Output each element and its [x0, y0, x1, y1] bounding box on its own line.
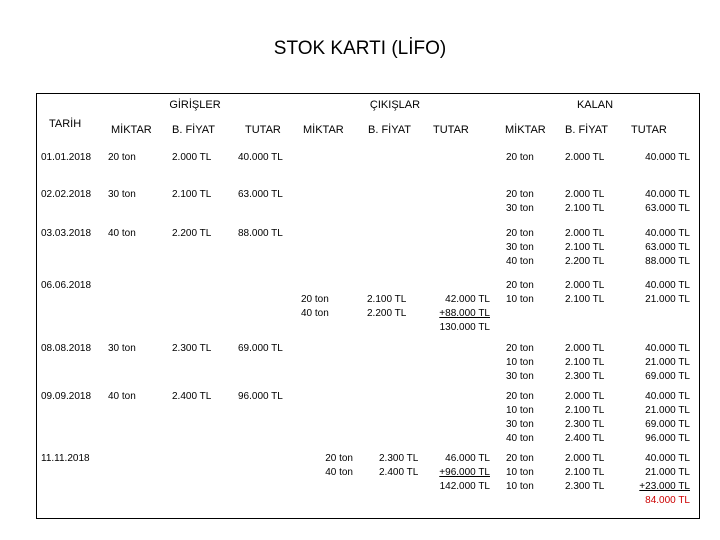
bal-total: 40.000 TL 21.000 TL 69.000 TL — [645, 343, 690, 382]
out-qty: 20 ton 40 ton — [301, 294, 329, 319]
bal-price: 2.000 TL 2.100 TL 2.300 TL — [565, 343, 605, 382]
out-qty: 20 ton 40 ton — [325, 453, 353, 478]
header-in-miktar: MİKTAR — [111, 124, 152, 136]
bal-total: 40.000 TL 21.000 TL 69.000 TL 96.000 TL — [645, 391, 690, 444]
in-price: 2.300 TL — [172, 343, 212, 354]
out-total-sum: 130.000 TL — [439, 322, 490, 333]
row-date: 01.01.2018 — [41, 152, 92, 163]
bal-total: 40.000 TL 63.000 TL — [645, 189, 690, 214]
in-qty: 40 ton — [108, 391, 136, 402]
bal-qty: 20 ton 30 ton — [506, 189, 534, 214]
row-date: 11.11.2018 — [41, 453, 90, 464]
in-total: 96.000 TL — [238, 391, 283, 402]
in-price: 2.200 TL — [172, 228, 212, 239]
bal-qty: 20 ton 10 ton — [506, 280, 534, 305]
in-price: 2.000 TL — [172, 152, 212, 163]
header-out-fiyat: B. FİYAT — [368, 124, 411, 136]
in-total: 63.000 TL — [238, 189, 283, 200]
bal-price: 2.000 TL 2.100 TL 2.300 TL — [565, 453, 605, 492]
header-out-miktar: MİKTAR — [303, 124, 344, 136]
bal-total: 40.000 TL 21.000 TL — [645, 280, 690, 305]
in-price: 2.100 TL — [172, 189, 212, 200]
page-title: STOK KARTI (LİFO) — [273, 38, 447, 59]
out-total: 42.000 TL — [445, 294, 490, 305]
header-girisler: GİRİŞLER — [169, 99, 221, 111]
bal-price: 2.000 TL 2.100 TL 2.300 TL 2.400 TL — [565, 391, 605, 444]
bal-qty: 20 ton 10 ton 10 ton — [506, 453, 534, 492]
header-kalan: KALAN — [576, 99, 614, 111]
row-date: 06.06.2018 — [41, 280, 92, 291]
header-bal-fiyat: B. FİYAT — [565, 124, 608, 136]
out-price: 2.300 TL 2.400 TL — [379, 453, 419, 478]
header-bal-miktar: MİKTAR — [505, 124, 546, 136]
in-qty: 30 ton — [108, 189, 136, 200]
row-date: 09.09.2018 — [41, 391, 92, 402]
row-date: 03.03.2018 — [41, 228, 92, 239]
bal-price: 2.000 TL 2.100 TL — [565, 280, 605, 305]
header-tarih: TARİH — [49, 118, 82, 130]
out-total-add: +88.000 TL — [439, 308, 490, 319]
bal-qty: 20 ton 30 ton 40 ton — [506, 228, 534, 267]
out-total-add: +96.000 TL — [439, 467, 490, 478]
bal-price: 2.000 TL — [565, 152, 605, 163]
header-in-fiyat: B. FİYAT — [172, 124, 215, 136]
out-total-sum: 142.000 TL — [439, 481, 490, 492]
in-total: 88.000 TL — [238, 228, 283, 239]
header-bal-tutar: TUTAR — [631, 124, 667, 136]
bal-price: 2.000 TL 2.100 TL — [565, 189, 605, 214]
bal-qty: 20 ton 10 ton 30 ton — [506, 343, 534, 382]
header-in-tutar: TUTAR — [245, 124, 281, 136]
bal-total-add: +23.000 TL — [639, 481, 690, 492]
in-qty: 40 ton — [108, 228, 136, 239]
out-price: 2.100 TL 2.200 TL — [367, 294, 407, 319]
in-total: 40.000 TL — [238, 152, 283, 163]
bal-qty: 20 ton — [506, 152, 534, 163]
in-qty: 30 ton — [108, 343, 136, 354]
in-price: 2.400 TL — [172, 391, 212, 402]
bal-total: 40.000 TL 21.000 TL — [645, 453, 690, 478]
bal-total: 40.000 TL 63.000 TL 88.000 TL — [645, 228, 690, 267]
row-date: 02.02.2018 — [41, 189, 92, 200]
bal-qty: 20 ton 10 ton 30 ton 40 ton — [506, 391, 534, 444]
row-date: 08.08.2018 — [41, 343, 92, 354]
header-cikislar: ÇIKIŞLAR — [369, 99, 421, 111]
out-total: 46.000 TL — [445, 453, 490, 464]
in-qty: 20 ton — [108, 152, 136, 163]
in-total: 69.000 TL — [238, 343, 283, 354]
header-out-tutar: TUTAR — [433, 124, 469, 136]
bal-price: 2.000 TL 2.100 TL 2.200 TL — [565, 228, 605, 267]
bal-total: 40.000 TL — [645, 152, 690, 163]
bal-total-sum: 84.000 TL — [645, 495, 690, 506]
